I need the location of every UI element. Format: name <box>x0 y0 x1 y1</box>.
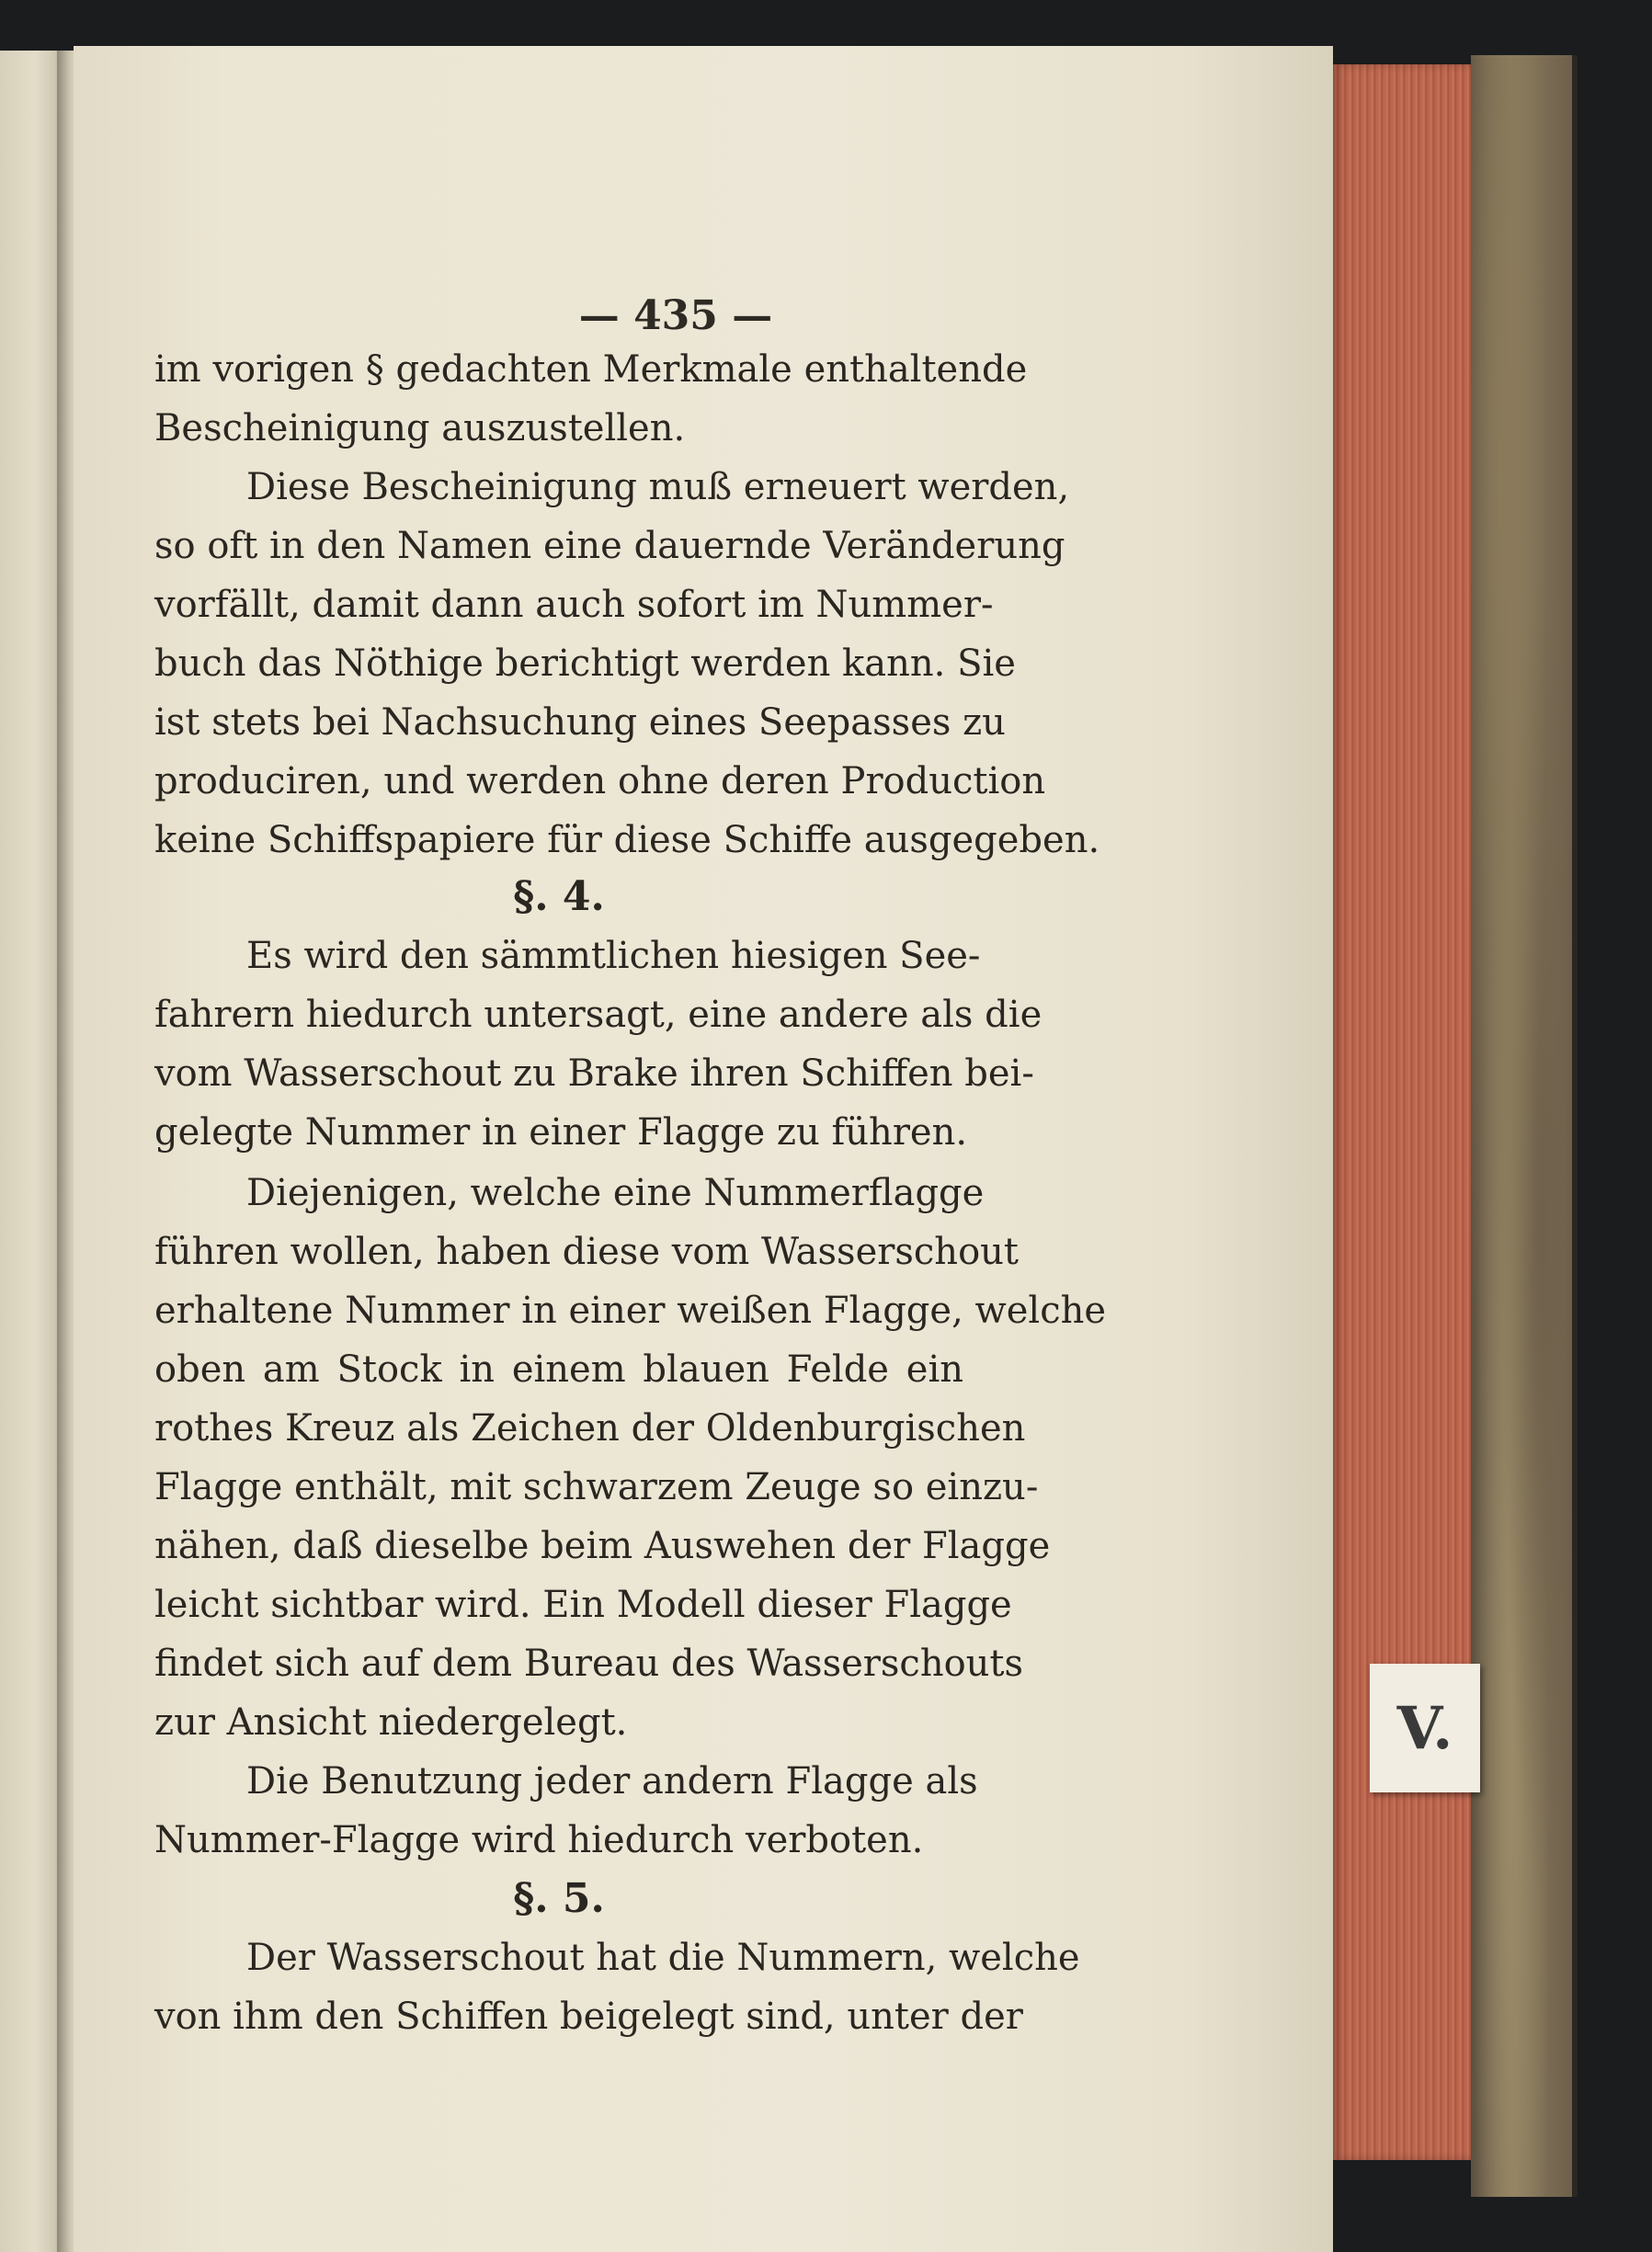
text-line: oben am Stock in einem blauen Felde ein <box>154 1348 963 1391</box>
text-line: zur Ansicht niedergelegt. <box>154 1701 628 1744</box>
text-line: buch das Nöthige berichtigt werden kann. Sie <box>154 643 1016 685</box>
text-line: rothes Kreuz als Zeichen der Oldenburgischen <box>154 1407 1026 1450</box>
text-line: vorfällt, damit dann auch sofort im Nummer- <box>154 584 994 626</box>
page-edges <box>1333 64 1471 2160</box>
text-line: findet sich auf dem Bureau des Wasserschouts <box>154 1643 1024 1685</box>
left-page-edge <box>0 51 64 2252</box>
text-line: Bescheinigung auszustellen. <box>154 407 686 449</box>
text-line: Flagge enthält, mit schwarzem Zeuge so einzu- <box>154 1466 1039 1508</box>
text-line: vom Wasserschout zu Brake ihren Schiffen bei- <box>154 1052 1034 1095</box>
section-tab: V. <box>1370 1664 1480 1792</box>
text-line: produciren, und werden ohne deren Production <box>154 760 1046 802</box>
section-heading: §. 4. <box>513 873 605 920</box>
book-cover-marbled <box>1471 55 1578 2197</box>
text-line: Die Benutzung jeder andern Flagge als <box>246 1760 978 1803</box>
text-line: leicht sichtbar wird. Ein Modell dieser Flagge <box>154 1584 1012 1626</box>
text-line: Diejenigen, welche eine Nummerflagge <box>246 1172 985 1214</box>
text-line: führen wollen, haben diese vom Wasserschout <box>154 1231 1019 1273</box>
text-line: Nummer-Flagge wird hiedurch verboten. <box>154 1819 924 1861</box>
text-line: keine Schiffspapiere für diese Schiffe ausgegeben. <box>154 819 1100 861</box>
page-number: — 435 — <box>578 292 773 339</box>
text-line: gelegte Nummer in einer Flagge zu führen. <box>154 1111 968 1154</box>
text-line: erhaltene Nummer in einer weißen Flagge, welche <box>154 1290 1107 1332</box>
text-line: von ihm den Schiffen beigelegt sind, unter der <box>154 1996 1023 2038</box>
text-line: Der Wasserschout hat die Nummern, welche <box>246 1937 1080 1979</box>
text-line: im vorigen § gedachten Merkmale enthaltende <box>154 348 1028 391</box>
text-line: Diese Bescheinigung muß erneuert werden, <box>246 466 1070 508</box>
text-line: fahrern hiedurch untersagt, eine andere als die <box>154 994 1042 1036</box>
text-line: nähen, daß dieselbe beim Auswehen der Flagge <box>154 1525 1051 1567</box>
section-heading: §. 5. <box>513 1875 605 1922</box>
text-line: so oft in den Namen eine dauernde Veränderung <box>154 525 1065 567</box>
text-line: Es wird den sämmtlichen hiesigen See- <box>246 935 981 977</box>
text-line: ist stets bei Nachsuchung eines Seepasses zu <box>154 701 1006 744</box>
